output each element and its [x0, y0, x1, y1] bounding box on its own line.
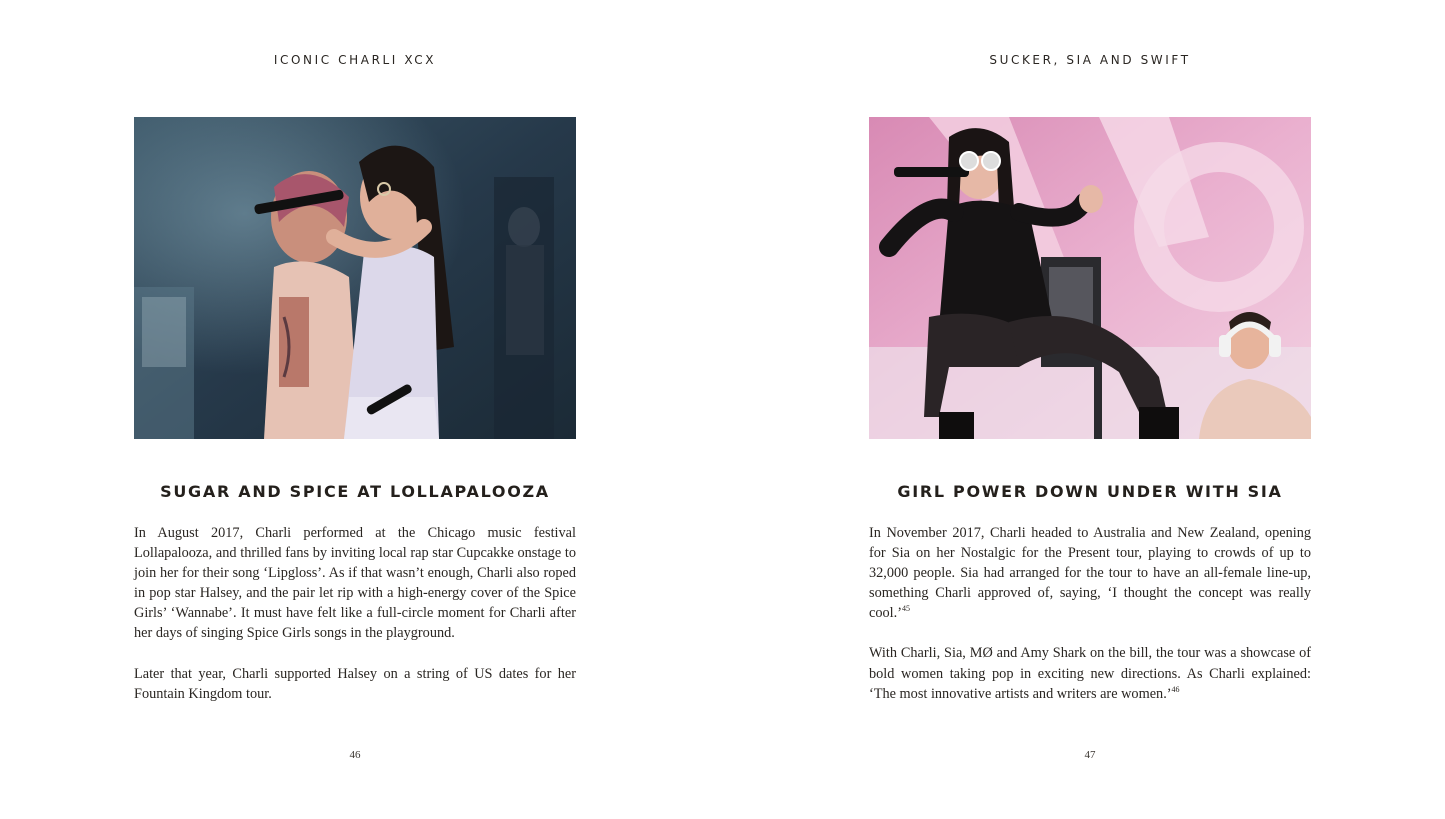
left-section-title: SUGAR AND SPICE AT LOLLAPALOOZA — [160, 482, 550, 501]
left-paragraph-1: In August 2017, Charli performed at the Chicago music festival Lollapalooza, and thrilled fans by inviting local rap star Cupcakke onstage to join her for their song ‘Lipgloss’. As if that wasn’t enough, Charli also roped in pop star Halsey, and the pair let rip with a high-energy cover of the Spice Girls’ ‘Wannabe’. It must have felt like a full-circle moment for Charli after her days of singing Spice Girls songs in the playground. — [134, 525, 576, 642]
right-paragraph-1 — [869, 523, 1311, 623]
left-paragraph-2: Later that year, Charli supported Halsey on a string of US dates for her Fountain Kingdom tour. — [134, 665, 576, 702]
right-running-head: SUCKER, SIA AND SWIFT — [989, 53, 1191, 67]
left-page-number: 46 — [349, 749, 361, 761]
right-photo — [869, 117, 1311, 439]
left-photo — [134, 117, 576, 439]
right-paragraph-1-text: In November 2017, Charli headed to Australia and New Zealand, opening for Sia on her Nostalgic for the Present tour, playing to crowds of up to 32,000 people. Sia had arranged for the tour to have an all-female line-up, something Charli approved of, saying, ‘I thought the concept was really cool.’ — [869, 525, 1311, 622]
left-page — [0, 0, 722, 819]
right-paragraph-2 — [869, 643, 1311, 703]
footnote-marker-45: 45 — [901, 604, 910, 614]
right-photo-image — [869, 117, 1311, 439]
right-body-text — [869, 523, 1311, 724]
right-page-number: 47 — [1084, 749, 1096, 761]
right-paragraph-2-text: With Charli, Sia, MØ and Amy Shark on the bill, the tour was a showcase of bold women taking pop in exciting new directions. As Charli explained: ‘The most innovative artists and writers are women.’ — [869, 645, 1311, 702]
left-body-text — [134, 523, 576, 724]
right-section-title: GIRL POWER DOWN UNDER WITH SIA — [897, 482, 1283, 501]
right-page — [723, 0, 1445, 819]
left-running-head: ICONIC CHARLI XCX — [273, 53, 437, 67]
footnote-marker-46: 46 — [1171, 684, 1180, 694]
left-photo-image — [134, 117, 576, 439]
